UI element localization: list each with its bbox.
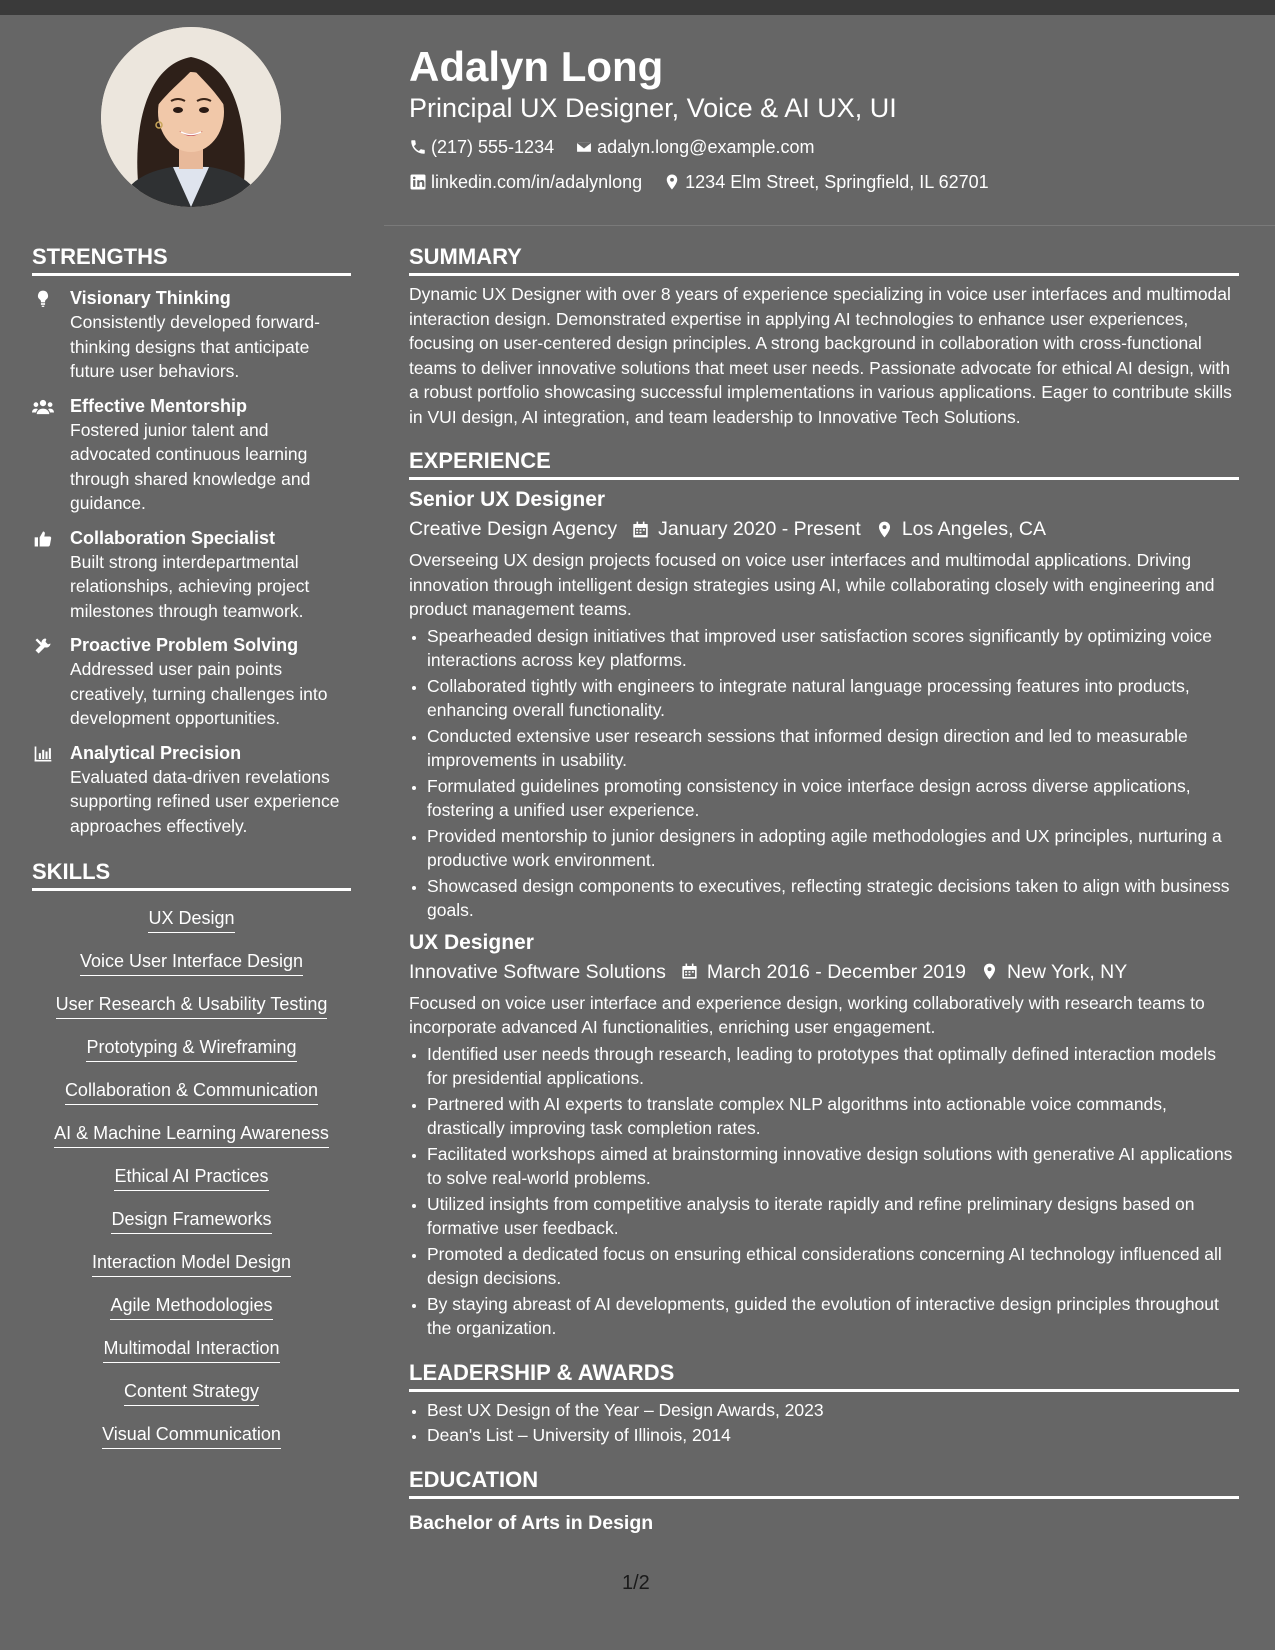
skill-tag: AI & Machine Learning Awareness <box>54 1121 329 1148</box>
job-meta <box>409 957 1239 987</box>
strength-item <box>32 286 351 384</box>
job-dates: January 2020 - Present <box>658 518 861 540</box>
left-column <box>32 243 351 1460</box>
job-description: Overseeing UX design projects focused on voice user interfaces and multimodal applications. Driving innovation through intelligent design strategies using AI, while collaborating closely with engineering and product management teams. <box>409 550 1215 619</box>
awards-heading: LEADERSHIP & AWARDS <box>409 1359 1239 1392</box>
experience-heading: EXPERIENCE <box>409 447 1239 480</box>
strength-title: Effective Mentorship <box>70 395 248 416</box>
job-bullets <box>409 624 1239 923</box>
summary-heading: SUMMARY <box>409 243 1239 276</box>
strength-item <box>32 741 351 839</box>
profile-photo <box>101 27 281 207</box>
job-bullet: • Identified user needs through research, leading to prototypes that optimally defined interaction models for presidential applications. <box>427 1042 1239 1091</box>
strength-desc: Built strong interdepartmental relationships, achieving project milestones through teamwork. <box>70 551 310 621</box>
strengths-list <box>32 286 351 838</box>
skill-tag: Prototyping & Wireframing <box>86 1035 296 1062</box>
job-bullet: • Collaborated tightly with engineers to integrate natural language processing features into products, enhancing overall functionality. <box>427 674 1239 723</box>
job-description: Focused on voice user interface and experience design, working collaboratively with research teams to incorporate advanced AI functionalities, enriching user engagement. <box>409 992 1205 1037</box>
job-bullet: • Facilitated workshops aimed at brainstorming innovative design solutions with generative AI applications to solve real-world problems. <box>427 1142 1239 1191</box>
job-title: Senior UX Designer <box>409 488 606 511</box>
job-entry <box>409 929 1239 1341</box>
job-bullet: • Utilized insights from competitive analysis to iterate rapidly and refine preliminary designs based on formative user feedback. <box>427 1192 1239 1241</box>
map-pin-icon <box>980 962 999 981</box>
strength-item <box>32 394 351 516</box>
right-column <box>409 243 1239 1537</box>
email-contact[interactable] <box>575 131 814 163</box>
contact-row-1 <box>409 131 1249 166</box>
job-bullet: • Showcased design components to executives, reflecting strategic decisions taken to align with business goals. <box>427 874 1239 923</box>
job-bullet: • By staying abreast of AI developments, guided the evolution of interactive design principles throughout the organization. <box>427 1292 1239 1341</box>
page-number: 1/2 <box>622 1572 650 1594</box>
phone-contact <box>409 131 554 163</box>
strength-desc: Fostered junior talent and advocated continuous learning through shared knowledge and guidance. <box>70 419 311 513</box>
email-text[interactable]: adalyn.long@example.com <box>597 137 815 157</box>
job-bullet: • Spearheaded design initiatives that improved user satisfaction scores significantly by optimizing voice interactions across key platforms. <box>427 624 1239 673</box>
linkedin-contact[interactable] <box>409 166 642 198</box>
linkedin-text[interactable]: linkedin.com/in/adalynlong <box>431 172 643 192</box>
summary-text: Dynamic UX Designer with over 8 years of experience specializing in voice user interfaces and multimodal interaction design. Demonstrated expertise in applying AI technologies to enhance user experiences, focusing on user-centered design principles. A strong background in collaboration with cross-functional teams to deliver innovative solutions that meet user needs. Passionate advocate for ethical AI design, with a robust portfolio showcasing successful implementations in various applications. Eager to contribute skills in VUI design, AI integration, and team leadership to Innovative Tech Solutions. <box>409 284 1232 427</box>
skill-tag: Ethical AI Practices <box>114 1164 268 1191</box>
skill-tag: Voice User Interface Design <box>80 949 303 976</box>
job-dates: March 2016 - December 2019 <box>706 960 966 983</box>
lightbulb-icon <box>32 289 54 309</box>
phone-text: (217) 555-1234 <box>431 137 555 157</box>
bar-chart-icon <box>32 744 54 764</box>
thumbs-up-icon <box>32 529 54 549</box>
candidate-title: Principal UX Designer, Voice & AI UX, UI <box>409 93 897 123</box>
skills-list <box>32 901 351 1460</box>
job-location: New York, NY <box>1006 960 1128 983</box>
job-bullet: • Partnered with AI experts to translate complex NLP algorithms into actionable voice commands, drastically improving task completion rates. <box>427 1092 1239 1141</box>
top-bar <box>0 0 1275 15</box>
strength-title: Collaboration Specialist <box>70 527 276 548</box>
address-text: 1234 Elm Street, Springfield, IL 62701 <box>685 172 989 192</box>
strength-item <box>32 526 351 624</box>
resume-page <box>0 15 1275 1650</box>
job-title: UX Designer <box>409 930 534 954</box>
job-bullet: • Promoted a dedicated focus on ensuring ethical considerations concerning AI technology influenced all design decisions. <box>427 1242 1239 1291</box>
map-pin-icon <box>875 520 894 539</box>
job-entry <box>409 486 1239 923</box>
job-company: Innovative Software Solutions <box>409 960 666 983</box>
skill-tag: Content Strategy <box>124 1379 259 1406</box>
calendar-icon <box>631 520 650 539</box>
skill-tag: Agile Methodologies <box>110 1293 272 1320</box>
header-divider <box>384 225 1275 226</box>
skill-tag: Interaction Model Design <box>92 1250 291 1277</box>
calendar-icon <box>680 962 699 981</box>
skills-heading: SKILLS <box>32 858 351 891</box>
map-pin-icon <box>663 173 681 191</box>
skill-tag: UX Design <box>148 906 234 933</box>
skill-tag: Visual Communication <box>102 1422 281 1449</box>
job-meta <box>409 514 1239 544</box>
contact-row-2 <box>409 166 1249 201</box>
job-bullet: • Formulated guidelines promoting consistency in voice interface design across diverse applications, fostering a unified user experience. <box>427 774 1239 823</box>
strength-desc: Addressed user pain points creatively, turning challenges into development opportunities. <box>70 659 328 728</box>
linkedin-icon <box>409 173 427 191</box>
job-bullet: • Provided mentorship to junior designers in adopting agile methodologies and UX principles, nurturing a productive work environment. <box>427 824 1239 873</box>
tools-icon <box>32 636 54 656</box>
awards-list <box>409 1398 1239 1448</box>
job-location: Los Angeles, CA <box>901 518 1047 540</box>
job-bullets <box>409 1042 1239 1341</box>
users-icon <box>32 397 54 417</box>
strength-desc: Evaluated data-driven revelations supporting refined user experience approaches effectively. <box>70 766 340 836</box>
strength-title: Proactive Problem Solving <box>70 635 299 655</box>
strength-title: Analytical Precision <box>70 742 242 763</box>
envelope-icon <box>575 138 593 156</box>
resume-header <box>409 43 1249 201</box>
job-bullet: • Conducted extensive user research sessions that informed design direction and led to measurable improvements in usability. <box>427 724 1239 773</box>
strength-desc: Consistently developed forward-thinking designs that anticipate future user behaviors. <box>70 312 320 381</box>
skill-tag: Multimodal Interaction <box>103 1336 279 1363</box>
skill-tag: User Research & Usability Testing <box>56 992 328 1019</box>
award-item: • Dean's List – University of Illinois, 2014 <box>427 1423 1239 1448</box>
candidate-name: Adalyn Long <box>409 43 664 90</box>
phone-icon <box>409 138 427 156</box>
award-item: • Best UX Design of the Year – Design Awards, 2023 <box>427 1398 1239 1423</box>
strength-title: Visionary Thinking <box>70 288 231 308</box>
education-degree: Bachelor of Arts in Design <box>409 1511 654 1534</box>
strength-item <box>32 633 351 731</box>
job-company: Creative Design Agency <box>409 518 618 540</box>
skill-tag: Collaboration & Communication <box>65 1078 318 1105</box>
education-heading: EDUCATION <box>409 1466 1239 1499</box>
skill-tag: Design Frameworks <box>111 1207 271 1234</box>
strengths-heading: STRENGTHS <box>32 243 351 276</box>
address-contact <box>663 166 989 198</box>
